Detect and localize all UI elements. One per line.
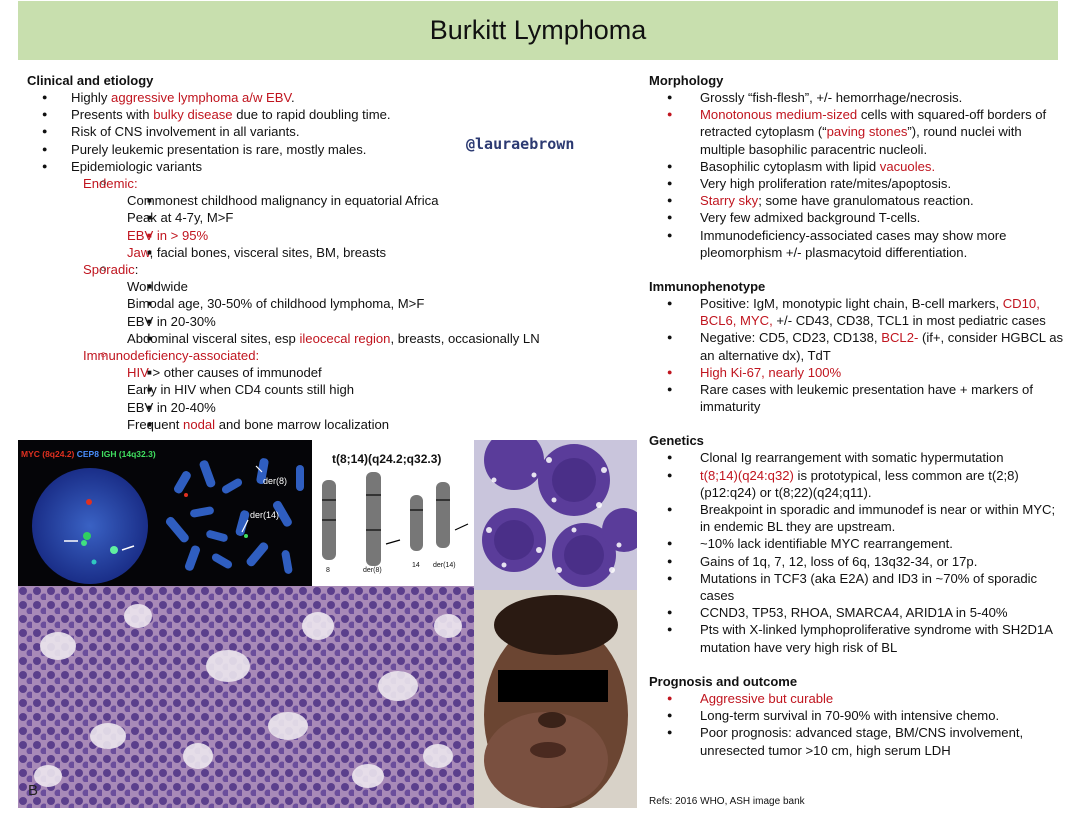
list-item: ● CCND3, TP53, RHOA, SMARCA4, ARID1A in 5-40% (649, 604, 1067, 621)
endemic-list (83, 192, 637, 261)
list-item: ● Risk of CNS involvement in all variants. (27, 123, 637, 140)
karyotype-title: t(8;14)(q24.2;q32.3) (332, 452, 442, 466)
clinical-list (27, 89, 637, 433)
immunophenotype-list (649, 295, 1067, 415)
karyotype-image (312, 440, 474, 586)
immunophenotype-heading: Immunophenotype (649, 279, 766, 295)
list-item: ● High Ki-67, nearly 100% (649, 364, 1067, 381)
author-handle: @lauraebrown (466, 135, 575, 153)
list-item: ● Rare cases with leukemic presentation have + markers of immaturity (649, 381, 1067, 415)
list-item: ● Pts with X-linked lymphoproliferative syndrome with SH2D1A mutation have very high risk of BL (649, 621, 1067, 655)
list-item: ● Very few admixed background T-cells. (649, 209, 1067, 226)
fish-label-cep8: CEP8 (76, 449, 99, 459)
k-der14-label: der(14) (433, 562, 456, 569)
list-item: ● Starry sky; some have granulomatous reaction. (649, 192, 1067, 209)
privacy-bar (498, 670, 608, 702)
list-item: ■ Early in HIV when CD4 counts still high (27, 381, 637, 398)
k-14-label: 14 (412, 562, 420, 569)
list-item: ● Mutations in TCF3 (aka E2A) and ID3 in ~70% of sporadic cases (649, 570, 1067, 604)
prognosis-heading: Prognosis and outcome (649, 673, 798, 689)
list-item: ● Positive: IgM, monotypic light chain, B-cell markers, CD10, BCL6, MYC, +/- CD43, CD38, TCL1 in most pediatric cases (649, 295, 1067, 329)
fish-label-igh: IGH (14q32.3) (101, 449, 156, 459)
der8-label: der(8) (263, 476, 288, 486)
list-item: ● Immunodeficiency-associated cases may show more pleomorphism +/- plasmacytoid differentiation. (649, 227, 1067, 261)
list-item: ■ HIV > other causes of immunodef (27, 364, 637, 381)
histology-image (18, 586, 474, 808)
list-item: ■ Frequent nodal and bone marrow localization (27, 416, 637, 433)
metaphase-image (158, 440, 312, 586)
fish-label-myc: MYC (8q24.2) (21, 449, 75, 459)
patient-photo (474, 590, 637, 808)
list-item: ● Clonal Ig rearrangement with somatic hypermutation (649, 449, 1067, 466)
variant-list (71, 175, 637, 433)
list-item: ■ EBV in > 95% (27, 227, 637, 244)
morphology-list (649, 89, 1067, 261)
page-title: Burkitt Lymphoma (18, 1, 1058, 60)
list-item: ■ Bimodal age, 30-50% of childhood lymphoma, M>F (27, 295, 637, 312)
patient-face-graphic (474, 590, 637, 808)
starry-sky-graphic (18, 586, 474, 808)
list-item: ● Grossly “fish-flesh”, +/- hemorrhage/necrosis. (649, 89, 1067, 106)
list-item: ● Breakpoint in sporadic and immunodef is near or within MYC; in endemic BL they are upstream. (649, 501, 1067, 535)
smear-cells-graphic (474, 440, 637, 590)
variant-endemic: ○ Endemic: ■ Commonest childhood malignancy in equatorial Africa ■ Peak at 4-7y, M>F ■ EBV in > 95% ■ Jaw, facial bones, visceral sites, BM, breasts (27, 175, 637, 261)
list-item: ● Aggressive but curable (649, 690, 1067, 707)
list-item: ● Basophilic cytoplasm with lipid vacuoles. (649, 158, 1067, 175)
sporadic-list (83, 278, 637, 347)
list-item: ● Gains of 1q, 7, 12, loss of 6q, 13q32-34, or 17p. (649, 553, 1067, 570)
references: Refs: 2016 WHO, ASH image bank (649, 796, 805, 807)
k-8-label: 8 (326, 567, 330, 574)
variant-immunodef: ○ Immunodeficiency-associated: ■ HIV > other causes of immunodef ■ Early in HIV when CD4 counts still high ■ EBV in 20-40% ■ Frequent nodal and bone marrow localization (27, 347, 637, 433)
der14-label: der(14) (250, 510, 280, 520)
list-item: ● Purely leukemic presentation is rare, mostly males. (27, 141, 637, 158)
fish-nucleus-graphic (18, 440, 158, 586)
fish-image (18, 440, 158, 586)
list-item: ■ EBV in 20-40% (27, 399, 637, 416)
genetics-heading: Genetics (649, 433, 704, 449)
list-item: ● Long-term survival in 70-90% with intensive chemo. (649, 707, 1067, 724)
list-item: ● Epidemiologic variants ○ Endemic: ■ Commonest childhood malignancy in equatorial Africa ■ Peak at 4-7y, M>F ■ EBV in > 95% ■ Jaw, facial bones, visceral sites, BM, breasts ○ Sporadic: ■ Worldwide ■ Bimodal age, 30-50% of childhood lymphoma, M>F ■ EBV in 20-30% ■ Abdominal visceral sites, esp ileocecal region, breasts, occasionally LN ○ Immunodeficiency-associated: ■ HIV > other causes of immunodef ■ Early in HIV when CD4 counts still high ■ EBV in 20-40% ■ Frequent nodal and bone marrow localization (27, 158, 637, 433)
list-item: ● Highly aggressive lymphoma a/w EBV. (27, 89, 637, 106)
list-item: ● Very high proliferation rate/mites/apoptosis. (649, 175, 1067, 192)
chromosome-spread-graphic (158, 440, 312, 586)
list-item: ● Monotonous medium-sized cells with squared-off borders of retracted cytoplasm (“paving stones”), round nuclei with multiple basophilic paracentric nucleoli. (649, 106, 1067, 158)
list-item: ● t(8;14)(q24:q32) is prototypical, less common are t(2;8)(p12:q24) or t(8;22)(q24;q11). (649, 467, 1067, 501)
k-der8-label: der(8) (363, 567, 382, 574)
prognosis-list (649, 690, 1067, 759)
list-item: ● Poor prognosis: advanced stage, BM/CNS involvement, unresected tumor >10 cm, high serum LDH (649, 724, 1067, 758)
list-item: ■ Worldwide (27, 278, 637, 295)
list-item: ● Negative: CD5, CD23, CD138, BCL2- (if+, consider HGBCL as an alternative dx), TdT (649, 329, 1067, 363)
list-item: ■ Jaw, facial bones, visceral sites, BM, breasts (27, 244, 637, 261)
list-item: ■ Peak at 4-7y, M>F (27, 209, 637, 226)
right-column (649, 72, 1067, 759)
list-item: ● ~10% lack identifiable MYC rearrangement. (649, 535, 1067, 552)
list-item: ■ Abdominal visceral sites, esp ileocecal region, breasts, occasionally LN (27, 330, 637, 347)
genetics-list (649, 449, 1067, 655)
histology-panel-label: B (28, 782, 39, 799)
blood-smear-image (474, 440, 637, 590)
list-item: ● Presents with bulky disease due to rapid doubling time. (27, 106, 637, 123)
morphology-heading: Morphology (649, 73, 724, 88)
list-item: ■ EBV in 20-30% (27, 313, 637, 330)
immunodef-list (83, 364, 637, 433)
variant-sporadic: ○ Sporadic: ■ Worldwide ■ Bimodal age, 30-50% of childhood lymphoma, M>F ■ EBV in 20-30% ■ Abdominal visceral sites, esp ileocecal region, breasts, occasionally LN (27, 261, 637, 347)
list-item: ■ Commonest childhood malignancy in equatorial Africa (27, 192, 637, 209)
clinical-section (27, 72, 637, 433)
clinical-heading: Clinical and etiology (27, 73, 154, 88)
